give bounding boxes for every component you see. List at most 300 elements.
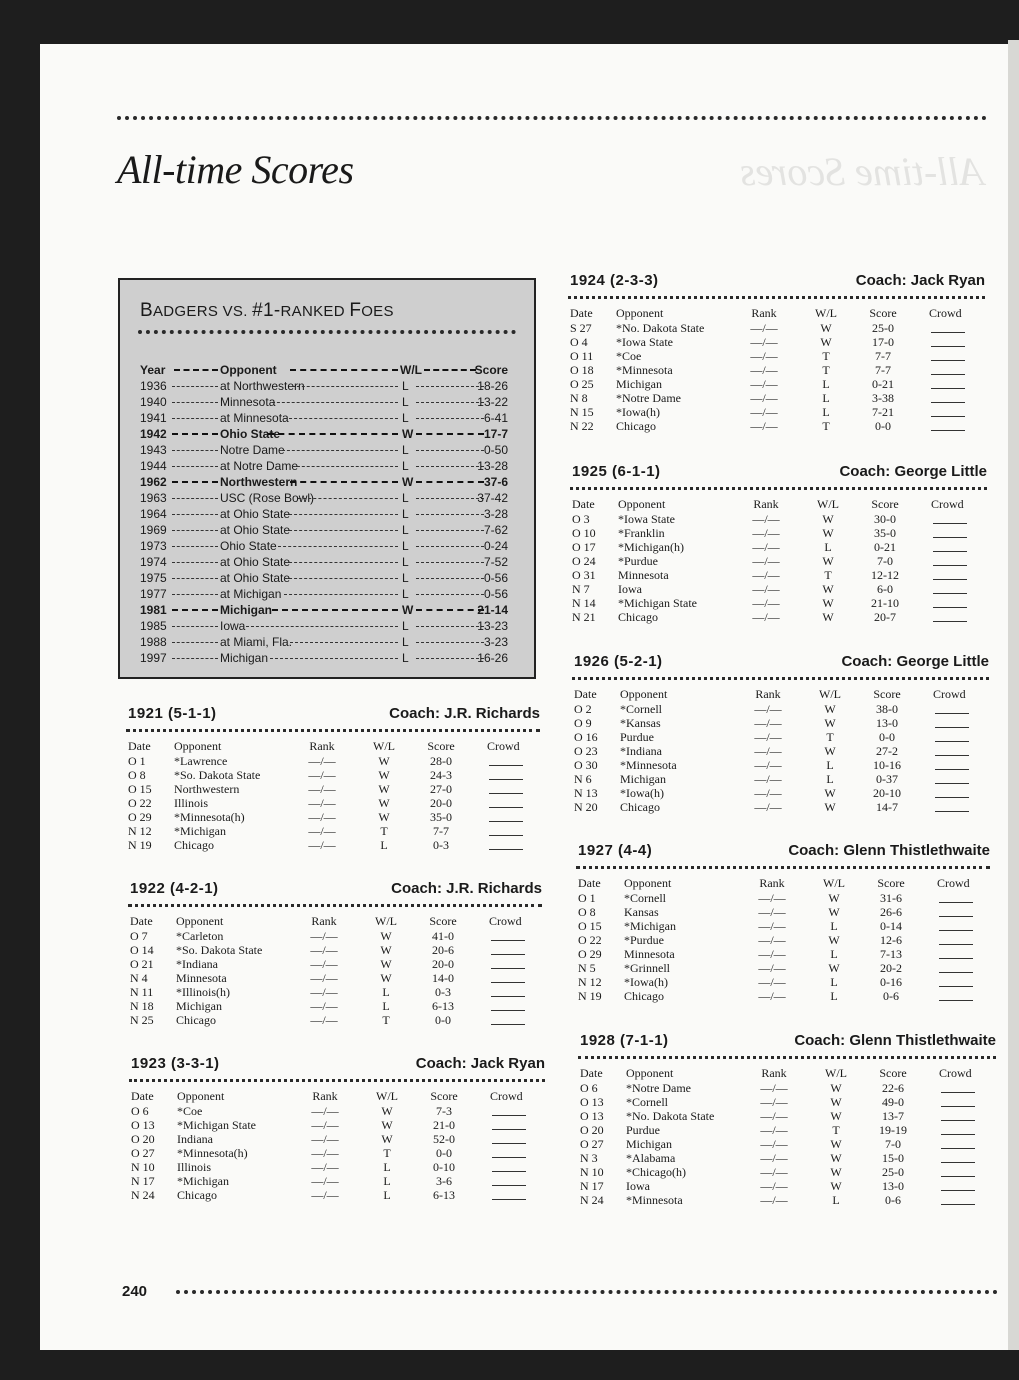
rank-cell: —/— bbox=[760, 1095, 788, 1109]
crowd-blank-line bbox=[939, 986, 973, 987]
date-cell: O 6 bbox=[131, 1104, 149, 1118]
leader-line bbox=[416, 658, 484, 659]
wl-cell: T bbox=[832, 1123, 840, 1137]
leader-line bbox=[284, 562, 398, 563]
rank-cell: —/— bbox=[308, 796, 336, 810]
crowd-blank-line bbox=[491, 1010, 525, 1011]
date-cell: O 22 bbox=[578, 933, 602, 947]
game-row bbox=[128, 754, 540, 768]
date-cell: N 24 bbox=[580, 1193, 604, 1207]
year-cell: 1975 bbox=[140, 571, 167, 585]
crowd-blank-line bbox=[939, 930, 973, 931]
date-cell: O 8 bbox=[128, 768, 146, 782]
score-cell: 15-0 bbox=[882, 1151, 904, 1165]
score-cell: 3-6 bbox=[436, 1174, 452, 1188]
coach-name: Coach: J.R. Richards bbox=[389, 705, 540, 722]
opponent-cell: Illinois bbox=[177, 1160, 212, 1174]
date-cell: N 20 bbox=[574, 800, 598, 814]
game-row bbox=[131, 1132, 545, 1146]
opponent-cell: at Northwestern bbox=[220, 379, 305, 393]
rank-cell: —/— bbox=[760, 1179, 788, 1193]
col-wl-header: W/L bbox=[815, 306, 837, 320]
score-cell: 0-0 bbox=[435, 1013, 451, 1027]
crowd-blank-line bbox=[931, 430, 965, 431]
date-cell: O 27 bbox=[131, 1146, 155, 1160]
opponent-cell: *Illinois(h) bbox=[176, 985, 230, 999]
rank-cell: —/— bbox=[754, 758, 782, 772]
col-opponent-header: Opponent bbox=[626, 1066, 674, 1080]
leader-line bbox=[246, 626, 398, 627]
score-cell: 7-13 bbox=[880, 947, 902, 961]
score-cell: 28-0 bbox=[430, 754, 452, 768]
wl-cell: W bbox=[830, 1165, 842, 1179]
wl-cell: L bbox=[402, 555, 409, 569]
date-cell: O 9 bbox=[574, 716, 592, 730]
crowd-blank-line bbox=[491, 1024, 525, 1025]
rank-cell: —/— bbox=[758, 961, 786, 975]
wl-cell: L bbox=[402, 459, 409, 473]
wl-cell: W bbox=[830, 1109, 842, 1123]
wl-cell: L bbox=[402, 443, 409, 457]
wl-cell: L bbox=[822, 405, 830, 419]
col-date-header: Date bbox=[131, 1089, 154, 1103]
wl-cell: W bbox=[381, 1118, 393, 1132]
box-row bbox=[140, 426, 510, 442]
crowd-blank-line bbox=[489, 807, 523, 808]
wl-cell: L bbox=[402, 571, 409, 585]
season-dotted-rule bbox=[129, 1079, 545, 1082]
date-cell: N 17 bbox=[131, 1174, 155, 1188]
col-crowd-header: Crowd bbox=[937, 876, 970, 890]
year-cell: 1942 bbox=[140, 427, 167, 441]
opponent-cell: *Coe bbox=[177, 1104, 203, 1118]
col-rank-header: Rank bbox=[311, 914, 337, 928]
score-cell: 0-3 bbox=[433, 838, 449, 852]
crowd-blank-line bbox=[491, 968, 525, 969]
score-cell: 7-52 bbox=[483, 555, 508, 569]
leader-line bbox=[172, 594, 218, 595]
opponent-cell: *Michigan State bbox=[177, 1118, 256, 1132]
wl-cell: L bbox=[383, 1174, 391, 1188]
leader-line bbox=[272, 609, 398, 611]
season-dotted-rule bbox=[572, 677, 989, 680]
wl-cell: L bbox=[402, 651, 409, 665]
leader-line bbox=[416, 418, 484, 419]
leader-line bbox=[172, 642, 218, 643]
crowd-blank-line bbox=[935, 727, 969, 728]
date-cell: N 21 bbox=[572, 610, 596, 624]
wl-cell: W bbox=[828, 961, 840, 975]
crowd-blank-line bbox=[939, 958, 973, 959]
date-cell: N 22 bbox=[570, 419, 594, 433]
wl-cell: W bbox=[824, 702, 836, 716]
game-row bbox=[580, 1151, 996, 1165]
col-crowd-header: Crowd bbox=[490, 1089, 523, 1103]
leader-line bbox=[290, 369, 398, 371]
wl-cell: L bbox=[826, 772, 834, 786]
rank-cell: —/— bbox=[754, 772, 782, 786]
col-opponent-header: Opponent bbox=[620, 687, 668, 701]
score-cell: 13-28 bbox=[477, 459, 508, 473]
year-cell: 1974 bbox=[140, 555, 167, 569]
wl-cell: W bbox=[402, 603, 414, 617]
col-opponent-header: Opponent bbox=[220, 363, 277, 377]
score-cell: 0-6 bbox=[883, 989, 899, 1003]
crowd-blank-line bbox=[931, 346, 965, 347]
year-cell: 1988 bbox=[140, 635, 167, 649]
date-cell: O 23 bbox=[574, 744, 598, 758]
crowd-blank-line bbox=[935, 713, 969, 714]
rank-cell: —/— bbox=[758, 947, 786, 961]
column-header-row bbox=[574, 687, 989, 701]
date-cell: O 20 bbox=[580, 1123, 604, 1137]
coach-name: Coach: Jack Ryan bbox=[415, 1055, 545, 1072]
game-row bbox=[128, 782, 540, 796]
crowd-blank-line bbox=[941, 1092, 975, 1093]
wl-cell: L bbox=[826, 758, 834, 772]
rank-cell: —/— bbox=[752, 512, 780, 526]
opponent-cell: Kansas bbox=[624, 905, 659, 919]
crowd-blank-line bbox=[941, 1162, 975, 1163]
date-cell: N 17 bbox=[580, 1179, 604, 1193]
wl-cell: W bbox=[820, 321, 832, 335]
wl-cell: W bbox=[830, 1081, 842, 1095]
wl-cell: L bbox=[830, 919, 838, 933]
wl-cell: L bbox=[824, 540, 832, 554]
date-cell: O 1 bbox=[578, 891, 596, 905]
col-score-header: Score bbox=[871, 497, 899, 511]
season-dotted-rule bbox=[568, 296, 985, 299]
crowd-blank-line bbox=[931, 416, 965, 417]
opponent-cell: Ohio State bbox=[220, 539, 277, 553]
crowd-blank-line bbox=[935, 783, 969, 784]
score-cell: 22-6 bbox=[882, 1081, 904, 1095]
season-dotted-rule bbox=[576, 866, 990, 869]
crowd-blank-line bbox=[933, 579, 967, 580]
opponent-cell: *Iowa(h) bbox=[624, 975, 668, 989]
date-cell: O 18 bbox=[570, 363, 594, 377]
box-title-part: B bbox=[140, 300, 153, 321]
year-cell: 1943 bbox=[140, 443, 167, 457]
opponent-cell: *Michigan bbox=[177, 1174, 229, 1188]
leader-line bbox=[172, 402, 218, 403]
score-cell: 6-13 bbox=[432, 999, 454, 1013]
game-row bbox=[572, 554, 987, 568]
crowd-blank-line bbox=[933, 565, 967, 566]
crowd-blank-line bbox=[935, 769, 969, 770]
score-cell: 13-0 bbox=[882, 1179, 904, 1193]
score-cell: 16-26 bbox=[477, 651, 508, 665]
season-dotted-rule bbox=[126, 729, 540, 732]
date-cell: O 24 bbox=[572, 554, 596, 568]
adjacent-page-edge bbox=[1008, 40, 1019, 1350]
game-row bbox=[131, 1104, 545, 1118]
score-cell: 7-7 bbox=[875, 363, 891, 377]
crowd-blank-line bbox=[941, 1176, 975, 1177]
leader-line bbox=[284, 530, 398, 531]
game-row bbox=[572, 512, 987, 526]
game-row bbox=[570, 419, 985, 433]
opponent-cell: *Notre Dame bbox=[626, 1081, 691, 1095]
leader-line bbox=[298, 498, 398, 499]
score-cell: 27-0 bbox=[430, 782, 452, 796]
wl-cell: T bbox=[824, 568, 832, 582]
opponent-cell: Northwestern bbox=[174, 782, 240, 796]
wl-cell: W bbox=[402, 475, 414, 489]
rank-cell: —/— bbox=[310, 929, 338, 943]
score-cell: 0-56 bbox=[483, 571, 508, 585]
score-cell: 6-13 bbox=[433, 1188, 455, 1202]
crowd-blank-line bbox=[941, 1120, 975, 1121]
crowd-blank-line bbox=[489, 793, 523, 794]
wl-cell: L bbox=[380, 838, 388, 852]
col-date-header: Date bbox=[578, 876, 601, 890]
crowd-blank-line bbox=[941, 1204, 975, 1205]
col-score-header: Score bbox=[877, 876, 905, 890]
rank-cell: —/— bbox=[308, 754, 336, 768]
opponent-cell: Chicago bbox=[174, 838, 214, 852]
rank-cell: —/— bbox=[310, 999, 338, 1013]
game-row bbox=[580, 1179, 996, 1193]
leader-line bbox=[416, 530, 484, 531]
crowd-blank-line bbox=[492, 1157, 526, 1158]
year-cell: 1962 bbox=[140, 475, 167, 489]
season-dotted-rule bbox=[570, 487, 987, 490]
year-cell: 1985 bbox=[140, 619, 167, 633]
year-cell: 1977 bbox=[140, 587, 167, 601]
rank-cell: —/— bbox=[750, 363, 778, 377]
rank-cell: —/— bbox=[752, 610, 780, 624]
year-cell: 1936 bbox=[140, 379, 167, 393]
game-row bbox=[572, 610, 987, 624]
opponent-cell: *So. Dakota State bbox=[174, 768, 261, 782]
rank-cell: —/— bbox=[760, 1151, 788, 1165]
wl-cell: W bbox=[378, 796, 390, 810]
wl-cell: W bbox=[822, 512, 834, 526]
opponent-cell: Iowa bbox=[220, 619, 246, 633]
rank-cell: —/— bbox=[308, 768, 336, 782]
rank-cell: —/— bbox=[752, 540, 780, 554]
box-row bbox=[140, 458, 510, 474]
col-score-header: Score bbox=[879, 1066, 907, 1080]
score-cell: 37-6 bbox=[483, 475, 508, 489]
wl-cell: L bbox=[832, 1193, 840, 1207]
game-row bbox=[572, 568, 987, 582]
score-cell: 14-7 bbox=[876, 800, 898, 814]
wl-cell: W bbox=[380, 929, 392, 943]
rank-cell: —/— bbox=[752, 568, 780, 582]
date-cell: N 19 bbox=[128, 838, 152, 852]
wl-cell: W bbox=[381, 1104, 393, 1118]
date-cell: O 7 bbox=[130, 929, 148, 943]
opponent-cell: *Minnesota bbox=[620, 758, 677, 772]
opponent-cell: *Kansas bbox=[620, 716, 661, 730]
game-row bbox=[580, 1095, 996, 1109]
opponent-cell: *Purdue bbox=[618, 554, 658, 568]
opponent-cell: Michigan bbox=[616, 377, 662, 391]
crowd-blank-line bbox=[491, 954, 525, 955]
game-row bbox=[578, 975, 990, 989]
wl-cell: W bbox=[381, 1132, 393, 1146]
leader-line bbox=[172, 530, 218, 531]
game-row bbox=[574, 786, 989, 800]
wl-cell: W bbox=[824, 744, 836, 758]
col-crowd-header: Crowd bbox=[931, 497, 964, 511]
box-title-part: RANKED bbox=[280, 303, 350, 320]
column-header-row bbox=[131, 1089, 545, 1103]
rank-cell: —/— bbox=[760, 1165, 788, 1179]
rank-cell: —/— bbox=[758, 933, 786, 947]
score-cell: 20-2 bbox=[880, 961, 902, 975]
col-wl-header: W/L bbox=[819, 687, 841, 701]
opponent-cell: at Ohio State bbox=[220, 523, 291, 537]
date-cell: O 31 bbox=[572, 568, 596, 582]
opponent-cell: at Notre Dame bbox=[220, 459, 299, 473]
wl-cell: W bbox=[822, 610, 834, 624]
leader-line bbox=[172, 466, 218, 467]
col-rank-header: Rank bbox=[312, 1089, 338, 1103]
rank-cell: —/— bbox=[308, 838, 336, 852]
date-cell: O 21 bbox=[130, 957, 154, 971]
col-date-header: Date bbox=[574, 687, 597, 701]
opponent-cell: *Michigan bbox=[624, 919, 676, 933]
date-cell: N 6 bbox=[574, 772, 592, 786]
opponent-cell: *Michigan bbox=[174, 824, 226, 838]
wl-cell: T bbox=[380, 824, 388, 838]
rank-cell: —/— bbox=[750, 419, 778, 433]
date-cell: O 25 bbox=[570, 377, 594, 391]
wl-cell: T bbox=[826, 730, 834, 744]
column-header-row bbox=[578, 876, 990, 890]
score-cell: 0-56 bbox=[483, 587, 508, 601]
page-title: All-time Scores bbox=[117, 147, 354, 192]
box-row bbox=[140, 410, 510, 426]
col-crowd-header: Crowd bbox=[487, 739, 520, 753]
opponent-cell: Michigan bbox=[620, 772, 666, 786]
score-cell: 21-10 bbox=[871, 596, 899, 610]
opponent-cell: *Cornell bbox=[626, 1095, 668, 1109]
date-cell: O 8 bbox=[578, 905, 596, 919]
column-header-row bbox=[572, 497, 987, 511]
date-cell: O 29 bbox=[578, 947, 602, 961]
game-row bbox=[128, 796, 540, 810]
crowd-blank-line bbox=[939, 1000, 973, 1001]
game-row bbox=[580, 1123, 996, 1137]
score-cell: 0-24 bbox=[483, 539, 508, 553]
coach-name: Coach: George Little bbox=[839, 463, 987, 480]
score-cell: 0-0 bbox=[879, 730, 895, 744]
game-row bbox=[570, 349, 985, 363]
crowd-blank-line bbox=[491, 982, 525, 983]
leader-line bbox=[416, 433, 484, 435]
leader-line bbox=[174, 369, 218, 371]
opponent-cell: *So. Dakota State bbox=[176, 943, 263, 957]
box-row bbox=[140, 602, 510, 618]
box-title-part: F bbox=[349, 300, 362, 321]
opponent-cell: Minnesota bbox=[176, 971, 227, 985]
leader-line bbox=[172, 546, 218, 547]
wl-cell: T bbox=[822, 349, 830, 363]
wl-cell: L bbox=[830, 947, 838, 961]
leader-line bbox=[272, 402, 398, 403]
rank-cell: —/— bbox=[752, 554, 780, 568]
rank-cell: —/— bbox=[311, 1132, 339, 1146]
leader-line bbox=[416, 609, 484, 611]
score-cell: 12-12 bbox=[871, 568, 899, 582]
game-row bbox=[574, 702, 989, 716]
opponent-cell: *No. Dakota State bbox=[626, 1109, 715, 1123]
col-wl-header: W/L bbox=[825, 1066, 847, 1080]
rank-cell: —/— bbox=[754, 716, 782, 730]
wl-cell: W bbox=[828, 891, 840, 905]
wl-cell: L bbox=[402, 379, 409, 393]
leader-line bbox=[416, 481, 484, 483]
opponent-cell: *No. Dakota State bbox=[616, 321, 705, 335]
score-cell: 13-7 bbox=[882, 1109, 904, 1123]
opponent-cell: Ohio State bbox=[220, 427, 281, 441]
date-cell: N 8 bbox=[570, 391, 588, 405]
date-cell: O 14 bbox=[130, 943, 154, 957]
season-heading: 1922 (4-2-1) bbox=[130, 880, 219, 897]
leader-line bbox=[416, 594, 484, 595]
col-date-header: Date bbox=[130, 914, 153, 928]
date-cell: O 3 bbox=[572, 512, 590, 526]
col-wl-header: W/L bbox=[375, 914, 397, 928]
score-cell: 0-37 bbox=[876, 772, 898, 786]
leader-line bbox=[172, 498, 218, 499]
col-rank-header: Rank bbox=[759, 876, 785, 890]
box-row bbox=[140, 586, 510, 602]
col-opponent-header: Opponent bbox=[176, 914, 224, 928]
box-row bbox=[140, 634, 510, 650]
score-cell: 38-0 bbox=[876, 702, 898, 716]
rank-cell: —/— bbox=[750, 405, 778, 419]
rank-cell: —/— bbox=[758, 919, 786, 933]
crowd-blank-line bbox=[939, 916, 973, 917]
rank-cell: —/— bbox=[311, 1160, 339, 1174]
game-row bbox=[574, 716, 989, 730]
rank-cell: —/— bbox=[310, 957, 338, 971]
rank-cell: —/— bbox=[311, 1118, 339, 1132]
wl-cell: L bbox=[402, 587, 409, 601]
crowd-blank-line bbox=[931, 360, 965, 361]
date-cell: O 30 bbox=[574, 758, 598, 772]
score-cell: 26-6 bbox=[880, 905, 902, 919]
crowd-blank-line bbox=[931, 388, 965, 389]
leader-line bbox=[172, 418, 218, 419]
leader-line bbox=[172, 386, 218, 387]
col-date-header: Date bbox=[128, 739, 151, 753]
wl-cell: W bbox=[378, 782, 390, 796]
opponent-cell: *Iowa State bbox=[616, 335, 673, 349]
rank-cell: —/— bbox=[750, 321, 778, 335]
crowd-blank-line bbox=[933, 607, 967, 608]
leader-line bbox=[284, 418, 398, 419]
wl-cell: W bbox=[378, 810, 390, 824]
crowd-blank-line bbox=[939, 972, 973, 973]
crowd-blank-line bbox=[931, 332, 965, 333]
crowd-blank-line bbox=[941, 1148, 975, 1149]
wl-cell: W bbox=[830, 1179, 842, 1193]
wl-cell: W bbox=[828, 933, 840, 947]
col-rank-header: Rank bbox=[751, 306, 777, 320]
wl-cell: L bbox=[382, 985, 390, 999]
leader-line bbox=[424, 369, 476, 371]
wl-cell: L bbox=[830, 975, 838, 989]
leader-line bbox=[270, 658, 398, 659]
rank-cell: —/— bbox=[760, 1109, 788, 1123]
wl-cell: T bbox=[382, 1013, 390, 1027]
